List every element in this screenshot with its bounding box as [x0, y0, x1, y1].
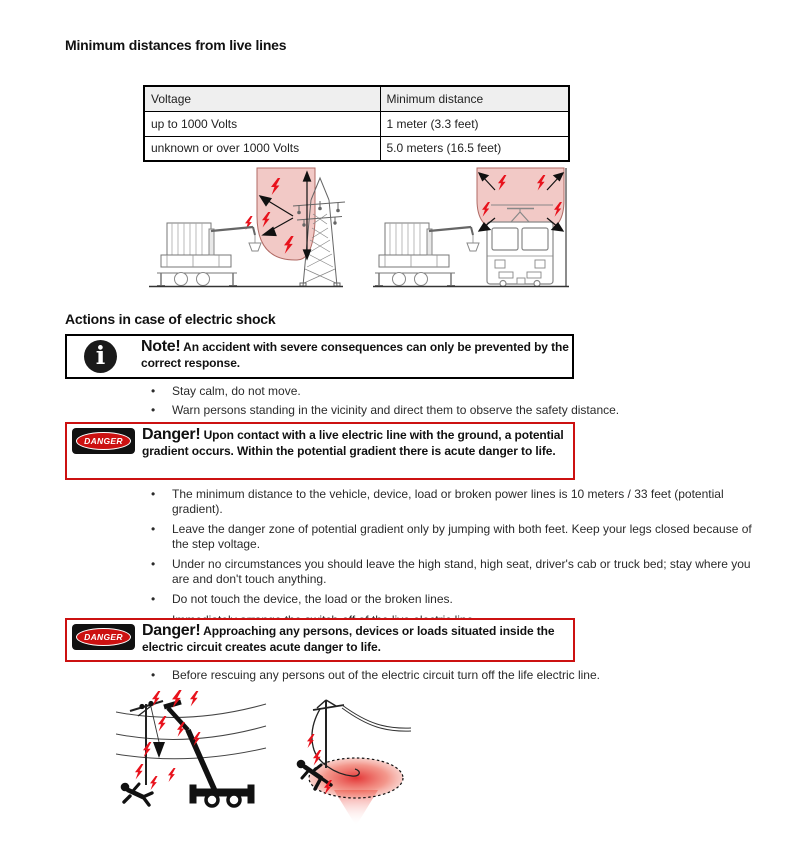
illustration-boom-contact-accident [116, 690, 268, 812]
bullet-item: • Do not touch the device, the load or the broken lines. [149, 592, 764, 607]
table-cell: 5.0 meters (16.5 feet) [380, 136, 569, 161]
table-cell: up to 1000 Volts [144, 111, 380, 136]
danger-box-potential-gradient [65, 422, 575, 480]
section-title-live-lines: Minimum distances from live lines [65, 37, 287, 53]
note-body: An accident with severe consequences can only be prevented by the correct response. [141, 340, 569, 370]
rescue-bullet-list [149, 668, 764, 687]
bullet-item: • Stay calm, do not move. [149, 384, 764, 399]
danger-label: Danger! [142, 426, 201, 443]
danger-bullet-list [149, 487, 764, 633]
table-row [144, 111, 569, 136]
bullet-item: • Under no circumstances you should leave the high stand, high seat, driver's cab or truck bed; stay where you are and don't touch anything. [149, 557, 764, 586]
bullet-item: • Before rescuing any persons out of the electric circuit turn off the life electric line. [149, 668, 764, 683]
fallen-person [121, 783, 152, 805]
info-icon: i [84, 340, 117, 373]
hanging-cable [151, 707, 159, 742]
crane-truck [157, 223, 261, 286]
danger-box-electric-circuit [65, 618, 575, 662]
note-label: Note! [141, 338, 181, 355]
bullet-item: • Warn persons standing in the vicinity and direct them to observe the safety distance. [149, 403, 764, 418]
illustration-crane-power-tower [145, 166, 347, 292]
danger-label: Danger! [142, 622, 201, 639]
table-header-distance: Minimum distance [380, 86, 569, 111]
note-text [141, 339, 571, 371]
minimum-distance-table [143, 85, 570, 162]
table-header-row [144, 86, 569, 111]
table-row [144, 136, 569, 161]
danger-sign-oval [76, 628, 131, 646]
overhead-wire [342, 705, 411, 731]
bullet-item: • The minimum distance to the vehicle, device, load or broken power lines is 10 meters / 33 feet (potential gradient). [149, 487, 764, 516]
table-cell: unknown or over 1000 Volts [144, 136, 380, 161]
danger-sign [72, 428, 135, 454]
danger-body: Upon contact with a live electric line with the ground, a potential gradient occurs. Within the potential gradient there is acute danger to life. [142, 428, 564, 458]
illustration-crane-railway [371, 166, 573, 292]
note-bullet-list [149, 384, 764, 422]
crane-boom [164, 702, 254, 806]
danger-body: Approaching any persons, devices or loads situated inside the electric circuit creates acute danger to life. [142, 624, 555, 654]
danger-text [142, 623, 582, 655]
bullet-item: • Leave the danger zone of potential gradient only by jumping with both feet. Keep your legs closed because of the step voltage. [149, 522, 764, 551]
section-title-electric-shock: Actions in case of electric shock [65, 311, 276, 327]
table-cell: 1 meter (3.3 feet) [380, 111, 569, 136]
hanging-load [153, 742, 165, 758]
danger-sign [72, 624, 135, 650]
danger-sign-label: DANGER [84, 632, 123, 642]
table-header-voltage: Voltage [144, 86, 380, 111]
danger-sign-oval [76, 432, 131, 450]
crane-truck [375, 223, 479, 286]
danger-sign-label: DANGER [84, 436, 123, 446]
illustration-potential-gradient [264, 692, 414, 828]
danger-text [142, 427, 582, 459]
note-box [65, 334, 574, 379]
